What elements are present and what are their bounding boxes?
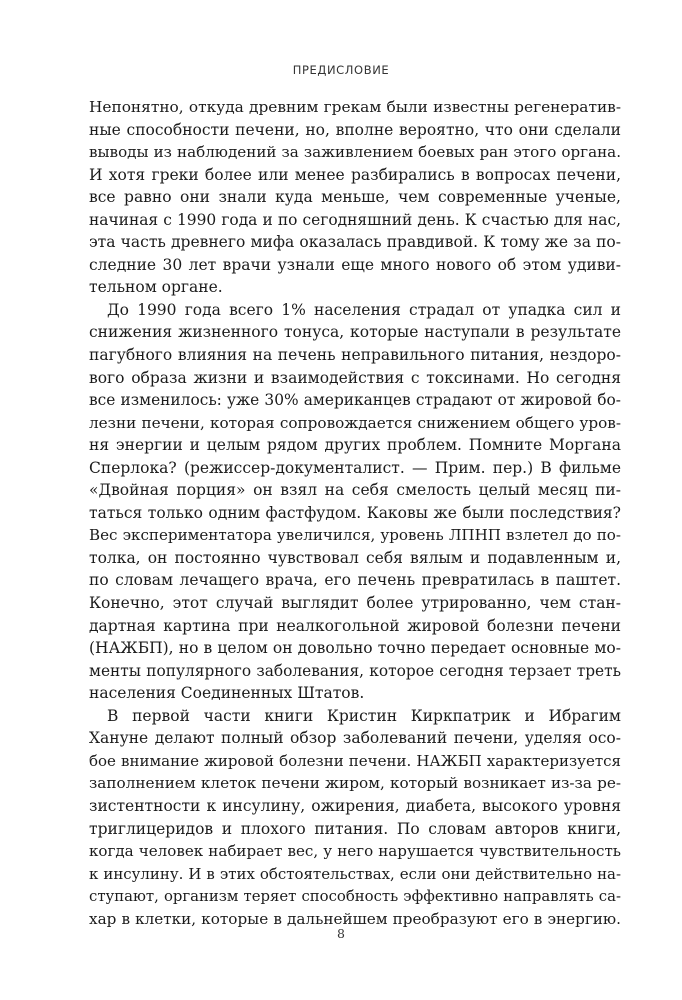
text-line: В первой части книги Кристин Киркпатрик и Ибрагим (107, 706, 621, 725)
text-line: заполнением клеток печени жиром, который возникает из-за ре- (89, 774, 621, 793)
text-line: все равно они знали куда меньше, чем современные ученые, (89, 188, 621, 207)
text-line: вого образа жизни и взаимодействия с токсинами. Но сегодня (89, 368, 621, 387)
text-line: все изменилось: уже 30% американцев страдают от жировой бо- (89, 391, 621, 410)
page-number: 8 (337, 926, 345, 941)
text-line: начиная с 1990 года и по сегодняшний день. К счастью для нас, (89, 210, 621, 229)
text-line: Вес экспериментатора увеличился, уровень ЛПНП взлетел до по- (89, 526, 621, 545)
text-line: выводы из наблюдений за заживлением боевых ран этого органа. (89, 143, 621, 162)
text-line: «Двойная порция» он взял на себя смелость целый месяц пи- (89, 481, 621, 500)
text-line: к инсулину. И в этих обстоятельствах, если они действительно на- (89, 864, 621, 883)
text-line: И хотя греки более или менее разбирались в вопросах печени, (89, 165, 621, 184)
text-line: ня энергии и целым рядом других проблем. Помните Моргана (89, 436, 621, 455)
text-line: когда человек набирает вес, у него нарушается чувствительность (89, 842, 621, 861)
text-line: зистентности к инсулину, ожирения, диабета, высокого уровня (89, 796, 621, 815)
text-line: тельном органе. (89, 278, 223, 297)
text-line: хар в клетки, которые в дальнейшем преобразуют его в энергию. (89, 909, 621, 928)
text-line: населения Соединенных Штатов. (89, 684, 365, 703)
text-line: триглицеридов и плохого питания. По словам авторов книги, (89, 819, 621, 838)
text-line: ступают, организм теряет способность эффективно направлять са- (89, 887, 621, 906)
text-line: Непонятно, откуда древним грекам были известны регенератив- (89, 98, 621, 116)
text-line: Сперлока? (режиссер-документалист. — Прим. пер.) В фильме (89, 458, 621, 477)
text-line: бое внимание жировой болезни печени. НАЖБП характеризуется (89, 751, 621, 770)
text-line: ные способности печени, но, вполне вероятно, что они сделали (89, 120, 621, 139)
text-line: лезни печени, которая сопровождается снижением общего уров- (89, 413, 621, 432)
text-line: снижения жизненного тонуса, которые наступали в результате (89, 323, 621, 342)
running-head: ПРЕДИСЛОВИЕ (292, 63, 390, 77)
text-line: толка, он постоянно чувствовал себя вялым и подавленным и, (89, 548, 621, 567)
text-line: Хануне делают полный обзор заболеваний печени, уделяя осо- (89, 729, 621, 748)
body-text (89, 96, 621, 930)
text-line: менты популярного заболевания, которое сегодня терзает треть (89, 661, 621, 680)
text-line: таться только одним фастфудом. Каковы же были последствия? (89, 503, 621, 522)
text-line: (НАЖБП), но в целом он довольно точно передает основные мо- (89, 639, 621, 658)
text-line: пагубного влияния на печень неправильного питания, нездоро- (89, 346, 621, 365)
text-line: дартная картина при неалкогольной жировой болезни печени (89, 616, 621, 635)
text-line: Конечно, этот случай выглядит более утрированно, чем стан- (89, 594, 621, 613)
text-line: следние 30 лет врачи узнали еще много нового об этом удиви- (89, 255, 621, 274)
text-line: До 1990 года всего 1% населения страдал от упадка сил и (107, 300, 621, 319)
text-line: по словам лечащего врача, его печень превратилась в паштет. (89, 571, 621, 590)
text-line: эта часть древнего мифа оказалась правдивой. К тому же за по- (89, 233, 621, 252)
